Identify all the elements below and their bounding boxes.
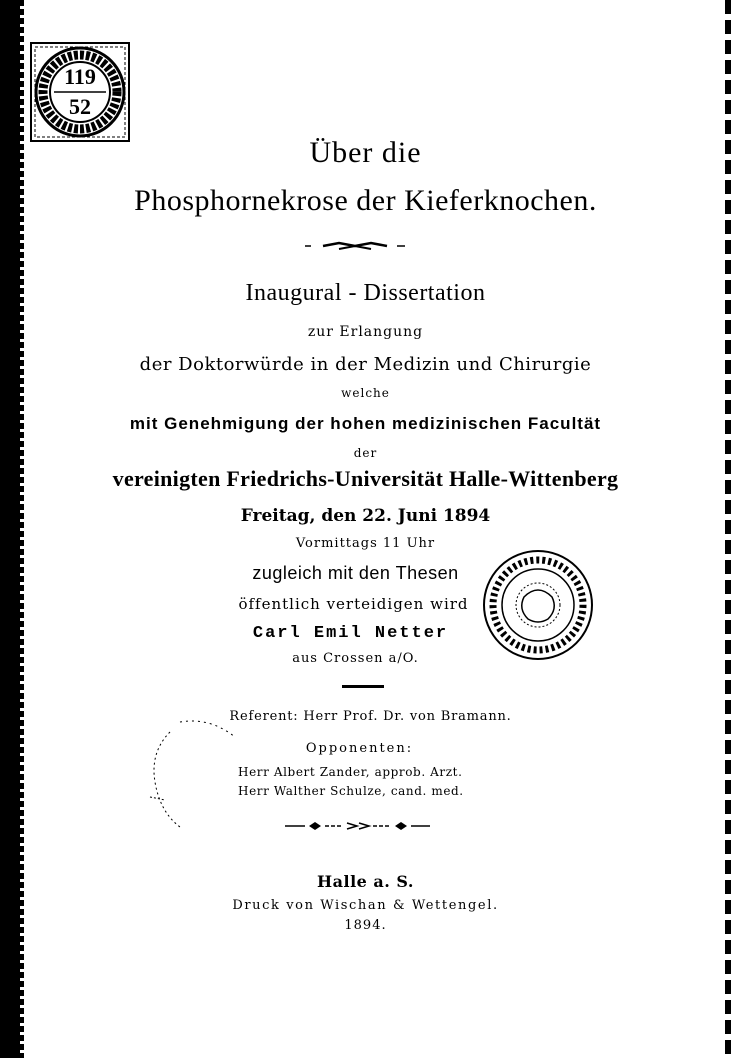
title-line-2: Phosphornekrose der Kieferknochen. — [134, 184, 597, 217]
line-doktorwuerde: der Doktorwürde in der Medizin und Chirurgie — [139, 354, 592, 375]
stamp-number-bottom: 52 — [69, 94, 91, 119]
line-universitaet: vereinigten Friedrichs-Universität Halle-Wittenberg — [112, 466, 619, 491]
dissertation-heading: Inaugural - Dissertation — [245, 280, 486, 306]
referent-line: Referent: Herr Prof. Dr. von Bramann. — [229, 709, 512, 724]
line-der: der — [353, 446, 378, 460]
ornament-divider-1 — [305, 240, 405, 252]
line-verteidigen: öffentlich verteidigen wird — [238, 595, 469, 613]
line-zur-erlangung: zur Erlangung — [307, 324, 424, 340]
title-line-1: Über die — [309, 136, 422, 169]
imprint-city: Halle a. S. — [317, 872, 414, 891]
opponent-2: Herr Walther Schulze, cand. med. — [238, 784, 464, 798]
line-welche: welche — [341, 386, 390, 400]
short-rule — [342, 684, 384, 690]
imprint-year: 1894. — [344, 918, 387, 933]
author-origin: aus Crossen a/O. — [292, 651, 419, 666]
imprint-printer: Druck von Wischan & Wettengel. — [232, 898, 499, 913]
circular-stamp-seal — [478, 547, 608, 667]
ornament-divider-2 — [285, 820, 430, 832]
opponent-1: Herr Albert Zander, approb. Arzt. — [238, 765, 463, 779]
stamp-number-top: 119 — [64, 64, 96, 89]
circular-stamp — [478, 547, 608, 667]
line-thesen: zugleich mit den Thesen — [252, 563, 459, 583]
line-date: Freitag, den 22. Juni 1894 — [240, 506, 491, 526]
library-stamp — [30, 42, 130, 142]
line-genehmigung: mit Genehmigung der hohen medizinischen Facultät — [129, 414, 602, 433]
line-time: Vormittags 11 Uhr — [295, 536, 436, 551]
opponenten-label: Opponenten: — [305, 741, 414, 756]
author-name: Carl Emil Netter — [252, 624, 449, 643]
library-stamp-seal — [30, 42, 130, 142]
